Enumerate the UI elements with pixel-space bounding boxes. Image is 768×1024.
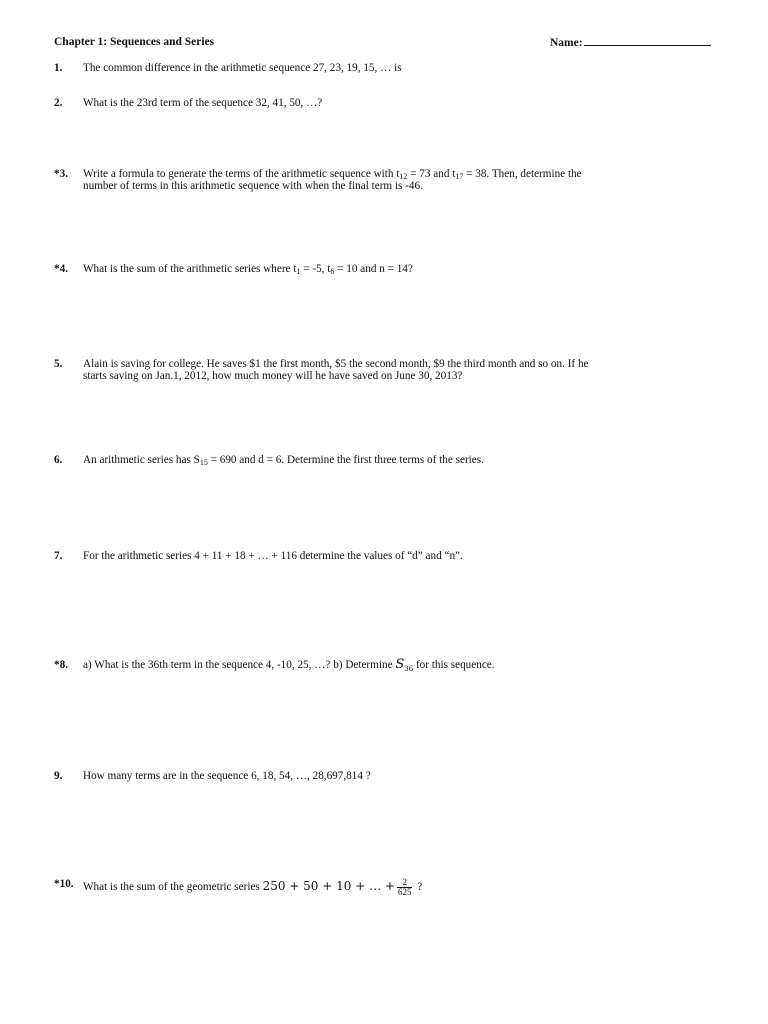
question-number: 7. — [54, 550, 63, 562]
question-number: *4. — [54, 263, 68, 275]
text-segment: = 10 and n = 14? — [334, 263, 413, 275]
sum-symbol — [395, 657, 413, 672]
question-text-line-1 — [83, 168, 703, 180]
question-number: 6. — [54, 454, 63, 466]
subscript: 12 — [399, 172, 408, 181]
question-text — [83, 263, 703, 275]
text-segment: a) What is the 36th term in the sequence 4, -10, 25, …? b) Determine — [83, 659, 396, 671]
question-number: 5. — [54, 358, 63, 370]
question-text: How many terms are in the sequence 6, 18, 54, …, 28,697,814 ? — [83, 770, 371, 782]
text-segment: What is the sum of the arithmetic series where t — [83, 263, 297, 275]
question-number: *3. — [54, 168, 68, 180]
question-text — [83, 878, 703, 897]
subscript: 1 — [296, 267, 301, 276]
name-blank-line — [584, 36, 711, 46]
question-text — [83, 454, 703, 466]
question-text — [83, 659, 703, 675]
question-number: 1. — [54, 62, 63, 74]
name-field — [550, 36, 711, 49]
subscript: 15 — [199, 458, 208, 467]
page-title: Chapter 1: Sequences and Series — [54, 36, 215, 48]
question-text-line-2: starts saving on Jan.1, 2012, how much money will he have saved on June 30, 2013? — [83, 370, 463, 382]
question-text: What is the 23rd term of the sequence 32, 41, 50, …? — [83, 97, 323, 109]
question-text-line-2: number of terms in this arithmetic sequence with when the final term is -46. — [83, 180, 423, 192]
question-number: 2. — [54, 97, 63, 109]
question-text: For the arithmetic series 4 + 11 + 18 + … + 116 determine the values of “d” and “n”. — [83, 550, 463, 562]
text-segment: ? — [414, 881, 423, 894]
text-segment: = 73 and t — [407, 168, 456, 180]
text-segment: What is the sum of the geometric series — [83, 881, 263, 894]
text-segment: = 690 and d = 6. Determine the first three terms of the series. — [207, 454, 484, 466]
series-formula: 250 + 50 + 10 + … + — [262, 879, 395, 894]
text-segment: Write a formula to generate the terms of the arithmetic sequence with t — [83, 168, 400, 180]
question-text-line-1: Alain is saving for college. He saves $1 the first month, $5 the second month, $9 the third month and so on. If he — [83, 358, 589, 370]
text-segment: = -5, t — [300, 263, 331, 275]
text-segment: = 38. Then, determine the — [463, 168, 582, 180]
text-segment: for this sequence. — [413, 659, 495, 671]
fraction-numerator: 2 — [397, 878, 413, 888]
sum-letter: S — [395, 657, 405, 672]
text-segment: An arithmetic series has S — [83, 454, 200, 466]
question-number: *8. — [54, 659, 68, 671]
fraction — [397, 878, 413, 897]
fraction-denominator: 625 — [397, 887, 412, 897]
subscript: 6 — [330, 267, 335, 276]
subscript: 36 — [404, 665, 414, 673]
question-number: *10. — [54, 878, 74, 890]
question-number: 9. — [54, 770, 63, 782]
name-label: Name: — [550, 37, 583, 49]
subscript: 17 — [455, 172, 464, 181]
question-text: The common difference in the arithmetic sequence 27, 23, 19, 15, … is — [83, 62, 402, 74]
